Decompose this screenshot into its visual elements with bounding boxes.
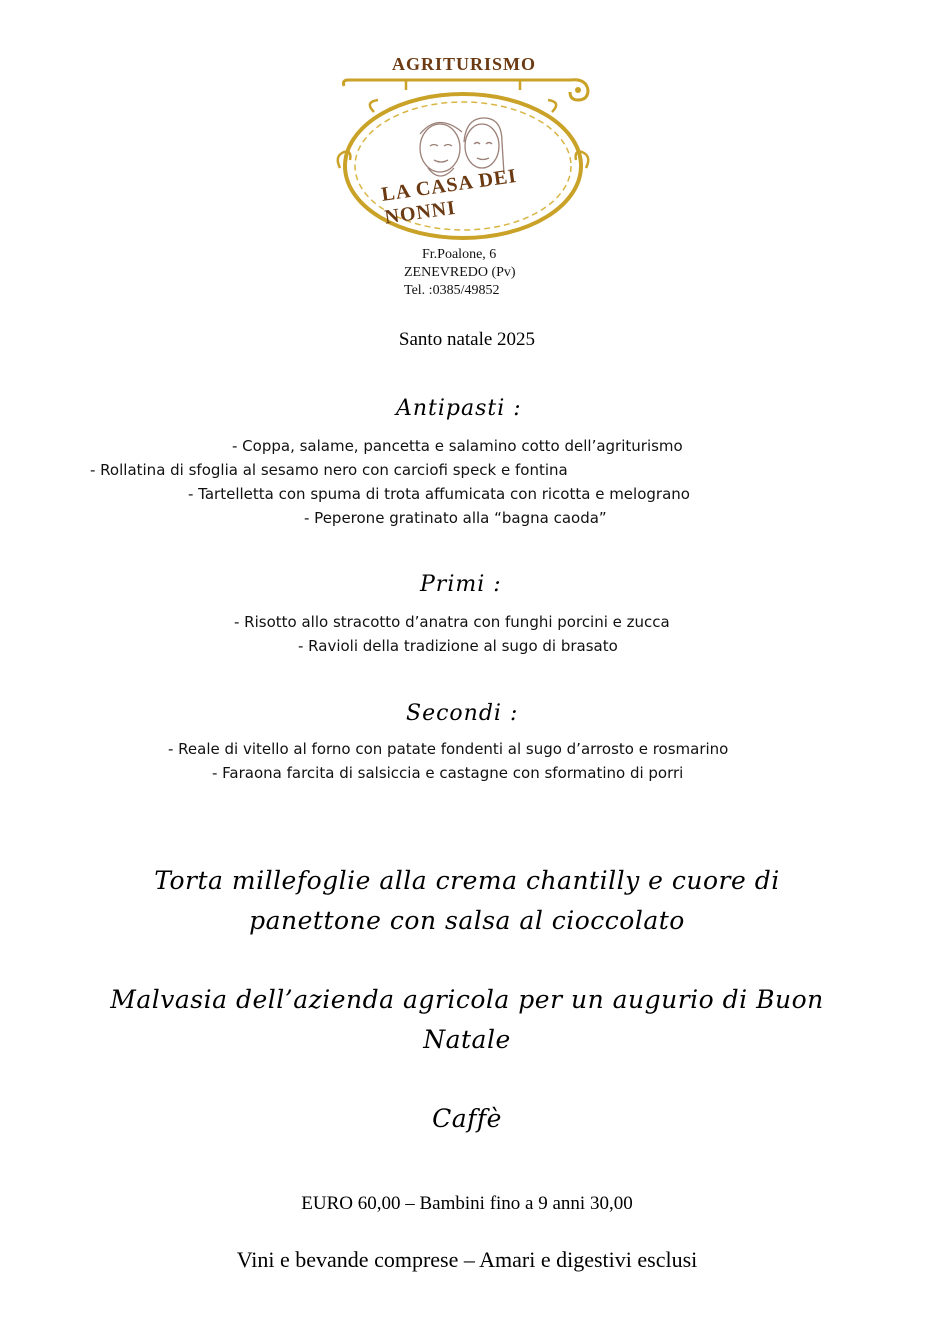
secondi-item: - Reale di vitello al forno con patate fondenti al sugo d’arrosto e rosmarino <box>168 740 729 758</box>
dessert-line: panettone con salsa al cioccolato <box>249 906 685 935</box>
secondi-title: Secondi : <box>406 701 519 726</box>
antipasti-item: - Peperone gratinato alla “bagna caoda” <box>304 509 607 527</box>
price-line: EURO 60,00 – Bambini fino a 9 anni 30,00 <box>301 1193 633 1214</box>
coffee-line: Caffè <box>432 1104 502 1133</box>
antipasti-item: - Coppa, salame, pancetta e salamino cotto dell’agriturismo <box>232 437 683 455</box>
primi-item: - Risotto allo stracotto d’anatra con funghi porcini e zucca <box>234 613 670 631</box>
address-city: ZENEVREDO (Pv) <box>404 265 516 280</box>
address-phone: Tel. :0385/49852 <box>404 283 500 298</box>
agriturismo-logo <box>334 56 592 246</box>
primi-item: - Ravioli della tradizione al sugo di brasato <box>298 637 618 655</box>
wine-line: Malvasia dell’azienda agricola per un augurio di Buon <box>110 985 824 1014</box>
antipasti-title: Antipasti : <box>396 396 522 421</box>
wine-line: Natale <box>423 1025 511 1054</box>
antipasti-item: - Rollatina di sfoglia al sesamo nero con carciofi speck e fontina <box>90 461 568 479</box>
secondi-item: - Faraona farcita di salsiccia e castagne con sformatino di porri <box>212 764 684 782</box>
beverage-note: Vini e bevande comprese – Amari e digestivi esclusi <box>236 1247 698 1272</box>
antipasti-item: - Tartelletta con spuma di trota affumicata con ricotta e melograno <box>188 485 690 503</box>
logo-top-text: AGRITURISMO <box>392 54 537 74</box>
dessert-line: Torta millefoglie alla crema chantilly e cuore di <box>154 866 780 895</box>
menu-date: Santo natale 2025 <box>398 329 536 350</box>
logo-bottom-text: LA CASA DEI NONNI <box>380 164 519 229</box>
primi-title: Primi : <box>420 572 502 597</box>
address-street: Fr.Poalone, 6 <box>422 247 497 262</box>
